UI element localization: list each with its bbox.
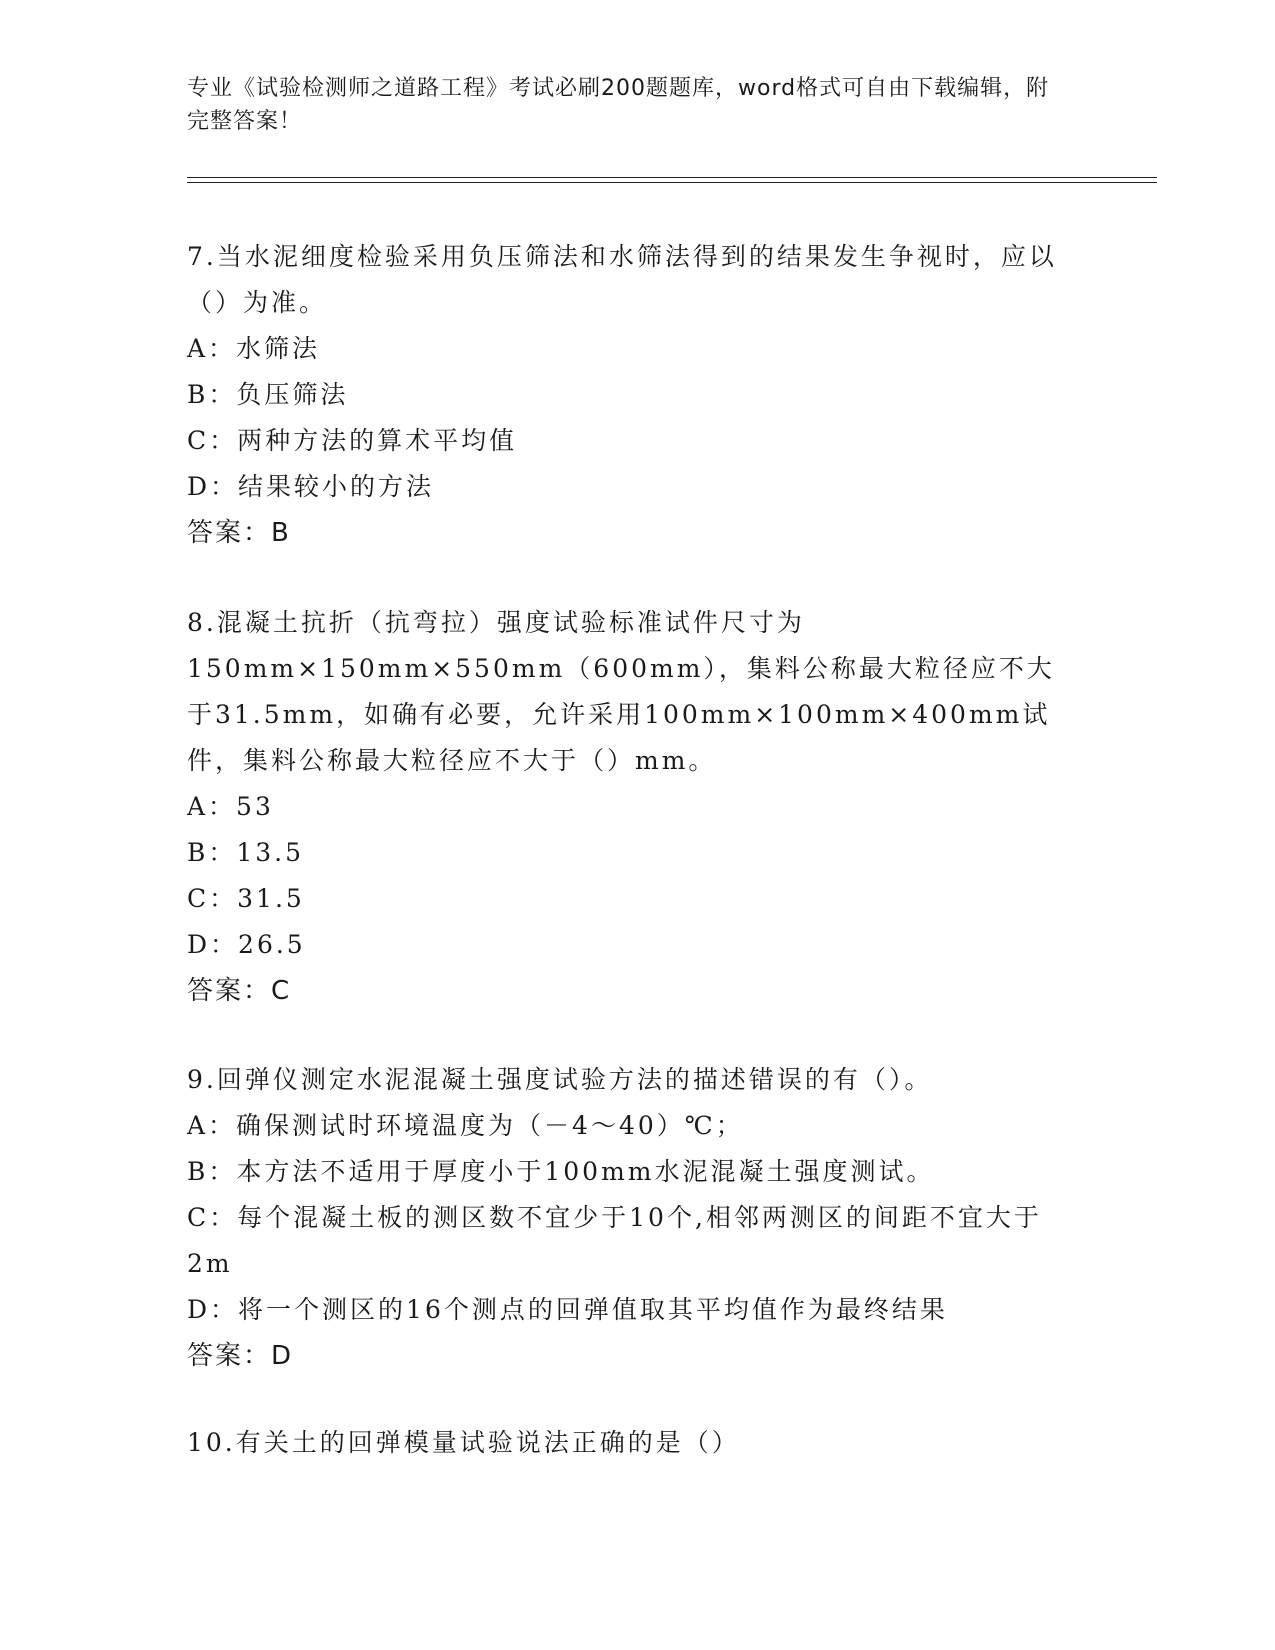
page-header: 专业《试验检测师之道路工程》考试必刷200题题库，word格式可自由下载编辑，附完整答案！ (187, 76, 1050, 134)
option-a: A：53 (187, 792, 274, 821)
header-divider-top (187, 177, 1157, 178)
answer-line: 答案：B (187, 518, 291, 548)
question-10 (187, 1420, 1077, 1466)
option-c: C：31.5 (187, 884, 305, 913)
option-d: D：26.5 (187, 930, 306, 959)
question-9 (187, 1057, 1077, 1379)
option-b: B：本方法不适用于厚度小于100mm水泥混凝土强度测试。 (187, 1157, 935, 1186)
option-c: C：每个混凝土板的测区数不宜少于10个,相邻两测区的间距不宜大于2m (187, 1203, 1042, 1278)
option-b: B：13.5 (187, 838, 305, 867)
question-stem: 7.当水泥细度检验采用负压筛法和水筛法得到的结果发生争视时，应以（）为准。 (187, 242, 1057, 317)
question-7 (187, 234, 1077, 556)
option-d: D：结果较小的方法 (187, 472, 435, 501)
option-a: A：确保测试时环境温度为（－4～40）℃； (187, 1111, 744, 1140)
question-stem: 8.混凝土抗折（抗弯拉）强度试验标准试件尺寸为150mm×150mm×550mm（600mm），集料公称最大粒径应不大于31.5mm，如确有必要，允许采用100mm×100mm×400mm试件，集料公称最大粒径应不大于（）mm。 (187, 608, 1055, 775)
question-stem: 9.回弹仪测定水泥混凝土强度试验方法的描述错误的有（）。 (187, 1065, 933, 1094)
option-c: C：两种方法的算术平均值 (187, 426, 518, 455)
option-d: D：将一个测区的16个测点的回弹值取其平均值作为最终结果 (187, 1295, 948, 1324)
option-a: A：水筛法 (187, 334, 321, 363)
question-8 (187, 600, 1077, 1014)
header-divider-bottom (187, 182, 1157, 183)
option-b: B：负压筛法 (187, 380, 349, 409)
answer-line: 答案：C (187, 976, 292, 1006)
question-stem: 10.有关土的回弹模量试验说法正确的是（） (187, 1428, 740, 1457)
answer-line: 答案：D (187, 1341, 294, 1371)
